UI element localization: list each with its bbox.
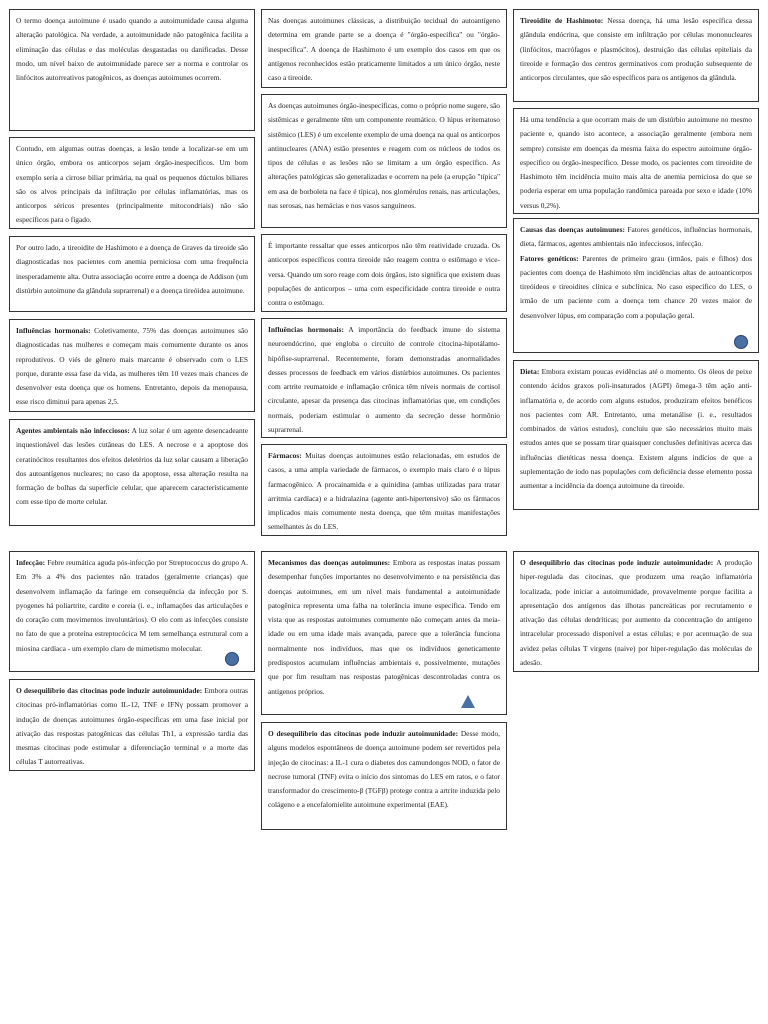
- note-text: A importância do feedback imune do sistema neuroendócrino, que engloba o circuito de controle citocina-hipotálamo-hipófise-suprarrenal. Recentemente, foram demonstradas anormalidades desses processos de feedback em vários distúrbios autoimunes. Os pacientes com artrite reumatoide e inflamação crônica têm níveis normais de cortisol circulante, apesar da presença das citocinas inflamatórias que, em condições normais, poderiam estimular o aumento da secreção desse hormônio suprarrenal.: [268, 325, 501, 435]
- note-card: [513, 9, 759, 102]
- note-heading: Fármacos:: [268, 451, 302, 460]
- note-text: Coletivamente, 75% das doenças autoimunes são diagnosticadas nas mulheres e começam mais comumente durante os anos reprodutivos. O viés de gênero mais marcante é observado com o LES porque, durante essa fase da vida, as mulheres têm 10 vezes mais chances de desenvolver esta doença que os homens. Entretanto, depois da menopausa, esse risco diminui para apenas 2,5.: [16, 326, 249, 407]
- note-text: Desse modo, alguns modelos espontâneos de doença autoimune podem ser revertidos pela injeção de citocinas: a IL-1 cura o diabetes dos camundongos NOD, o fator de necrose tumoral (TNF) evita o início dos sintomas do LES em ratos, e o fator transformador do crescimento-β (TGFβ) protege contra a artrite induzida pelo colágeno e a encefalomielite autoimune experimental (EAE).: [268, 729, 500, 810]
- note-card: [513, 360, 759, 510]
- note-heading: O desequilíbrio das citocinas pode induzir autoimunidade:: [520, 558, 714, 567]
- note-text: Nas doenças autoimunes clássicas, a distribuição tecidual do autoantígeno determina em grande parte se a doença é "órgão-específica" ou "órgão-inespecífica". A doença de Hashimoto é um exemplo dos casos em que os antígenos reconhecidos estão praticamente limitados a um único órgão, neste caso a tireoide.: [268, 16, 500, 83]
- note-heading: Tireoidite de Hashimoto:: [520, 16, 604, 25]
- note-heading: Fatores genéticos:: [520, 253, 579, 263]
- note-card: [261, 94, 507, 228]
- note-card: [261, 551, 507, 715]
- note-card: [261, 318, 507, 438]
- note-card: [261, 234, 507, 312]
- note-card: [513, 108, 759, 214]
- note-text: Muitas doenças autoimunes estão relacionadas, em estudos de casos, a uma ampla variedade de fármacos, o exemplo mais claro é o lúpus farmacogênico. A procainamida e a quinidina (ambas utilizadas para tratar arritmia cardíaca) e a hidralazina (agente anti-hipertensivo) são os fármacos implicados mais comumente nesta doença, que têm muitas manifestações semelhantes às do LES.: [268, 451, 500, 532]
- note-heading: Dieta:: [520, 367, 540, 376]
- note-card: [513, 218, 759, 353]
- note-text: É importante ressaltar que esses anticorpos não têm reatividade cruzada. Os anticorpos específicos contra tireoide não reagem contra o estômago e vice-versa. Quando um soro reage com dois órgãos, isto significa que existem duas populações de anticorpos – uma com especificidade contra tireoide e outra contra o estômago.: [268, 241, 500, 308]
- triangle-marker-icon: [461, 695, 475, 708]
- note-text: Fatores genéticos, influências hormonais, dieta, fármacos, agentes ambientais não infecciosos, infecção.: [520, 225, 752, 249]
- note-card: [9, 9, 255, 131]
- note-text: Embora outras citocinas pró-inflamatórias como IL-12, TNF e IFNγ possam promover a indução de doenças autoimunes órgão-específicas em uma fase inicial por ativação das respostas patogênicas das células Th1, a expressão tardia das mesmas citocinas pode estimular a diferenciação terminal e a morte das células T autorreativas.: [16, 686, 248, 767]
- circle-marker-icon: [734, 335, 748, 349]
- note-text: Nessa doença, há uma lesão específica dessa glândula endócrina, que consiste em infiltração por células mononucleares (linfócitos, macrófagos e plasmócitos), destruição das células epiteliais da tireoide e formação dos centros germinativos com produção subsequente de anticorpos circulantes, que são específicos para os antígenos da glândula.: [520, 16, 752, 83]
- note-card: [9, 319, 255, 412]
- note-heading: Mecanismos das doenças autoimunes:: [268, 558, 391, 567]
- note-text: Embora as respostas inatas possam desempenhar funções importantes no desenvolvimento e na persistência das doenças autoimunes, em um nível mais fundamental a autoimunidade patogênica representa uma falha na tolerância imune específica. Tendo em vista que as respostas autoimunes comumente não começam antes da meia-idade ou em uma idade mais avançada, parece que a tolerância funciona normalmente nos indivíduos, mas que os indivíduos geneticamente predispostos acumulam influências ambientais e, possivelmente, mutações que por fim resultam nas respostas patogênicas descontroladas contra os antígenos próprios.: [268, 558, 500, 696]
- note-text: Parentes de primeiro grau (irmãos, pais e filhos) dos pacientes com doença de Hashimoto têm incidências altas de autoanticorpos tireóideos e tireoidites clínica e subclínica. No caso específico do LES, o irmão de um paciente com a doença tem chance 20 vezes maior de desenvolver lúpus, em comparação com a população geral.: [520, 253, 752, 320]
- note-text: Febre reumática aguda pós-infecção por Streptococcus do grupo A. Em 3% a 4% dos pacientes não tratados (geralmente crianças) que desenvolvem inflamação da faringe em consequência da infecção por S. pyogenes há poliartrite, cardite e coreia (i. e., inflamações das articulações e do coração com movimentos involuntários). O elo com as infecções consiste no fato de que a proteína estreptocócica M tem semelhança estrutural com a miosina cardíaca - um exemplo claro de mimetismo molecular.: [16, 558, 248, 653]
- note-card: [9, 137, 255, 229]
- note-card: [9, 236, 255, 312]
- note-heading: Influências hormonais:: [16, 326, 91, 335]
- note-heading: O desequilíbrio das citocinas pode induzir autoimunidade:: [16, 686, 203, 695]
- note-text: Embora existam poucas evidências até o momento. Os óleos de peixe contendo ácidos graxos poli-insaturados (AGPI) ômega-3 têm ação anti-inflamatória e, de acordo com alguns estudos, produziram efeitos benéficos nos pacientes com AR. Entretanto, uma metanálise (i. e., resultados combinados de vários estudos), concluiu que são necessários muito mais estudos antes que se possam tirar quaisquer conclusões definitivas acerca das influências dietéticas nessa doença. Existem alguns indícios de que a suplementação de iodo nas populações com deficiência desse elemento possa aumentar a incidência da doença autoimune da tireoide.: [520, 367, 752, 491]
- note-card: [261, 9, 507, 88]
- note-heading: Causas das doenças autoimunes:: [520, 225, 625, 234]
- note-heading: O desequilíbrio das citocinas pode induzir autoimunidade:: [268, 729, 459, 738]
- circle-marker-icon: [225, 652, 239, 666]
- note-card: [513, 551, 759, 672]
- note-text: A luz solar é um agente desencadeante inquestionável das lesões cutâneas do LES. A necrose e a apoptose dos ceratinócitos resultantes dos efeitos deletérios da luz solar causam a liberação dos autoantígenos nucleares; no caso da apoptose, essa alteração resulta na formação de bolhas da superfície celular, que aparecem característicamente com esse tipo de morte celular.: [16, 426, 248, 507]
- note-text: Há uma tendência a que ocorram mais de um distúrbio autoimune no mesmo paciente e, quando isto acontece, a associação geralmente (embora nem sempre) consiste em doenças da mesma faixa do espectro autoimune órgão-específico ou órgão-inespecífico. Desse modo, os pacientes com tireoidite de Hashimoto têm incidência muito mais alta de anemia perniciosa do que se poderia esperar em uma população randômica pareada por sexo e idade (10% versus 0,2%).: [520, 115, 752, 210]
- note-card: [9, 551, 255, 672]
- note-text: As doenças autoimunes órgão-inespecíficas, como o próprio nome sugere, são sistêmicas e geralmente têm um componente reumático. O lúpus eritematoso sistêmico (LES) é um excelente exemplo de uma doença na qual os anticorpos antinucleares (ANA) estão presentes e reagem com os núcleos de todos os tipos de células e as lesões não se limitam a um órgão específico. As alterações patológicas são generalizadas e ocorrem na pele (a erupção "típica" em asa de borboleta na face é típica), nos glomérulos renais, nas articulações, nas serosas, nas hemácias e nos vasos sanguíneos.: [268, 101, 500, 211]
- note-card: [9, 419, 255, 526]
- note-card: [261, 444, 507, 536]
- note-heading: Influências hormonais:: [268, 325, 344, 334]
- note-heading: Agentes ambientais não infecciosos:: [16, 426, 130, 435]
- note-text: Por outro lado, a tireoidite de Hashimoto e a doença de Graves da tireoide são diagnosticadas nos pacientes com anemia perniciosa com uma frequência inesperadamente alta. Outra associação ocorre entre a doença de Addison (um distúrbio autoimune da glândula suprarrenal) e a doença tireóidea autoimune.: [16, 243, 248, 295]
- note-text: Contudo, em algumas outras doenças, a lesão tende a localizar-se em um único órgão, embora os anticorpos sejam órgão-inespecíficos. Um bom exemplo seria a cirrose biliar primária, na qual os pequenos dúctulos biliares são os alvos principais da infiltração por células inflamatórias, mas os anticorpos séricos presentes (principalmente mitocondriais) não são específicos para o fígado.: [16, 144, 248, 225]
- note-card: [9, 679, 255, 771]
- note-heading: Infecção:: [16, 558, 46, 567]
- note-card: [261, 722, 507, 830]
- note-text: A produção hiper-regulada das citocinas, que produzem uma reação inflamatória localizada, pode iniciar a autoimunidade, provavelmente porque facilita a apresentação dos antígenos das ilhotas pancreáticas por recrutamento e ativação das células dendríticas; por aumento da concentração do antígeno intracelular processado disponível a estas células; e por acentuação de sua avidez pelas células T virgens (naive) por hiper-regulação das moléculas de adesão.: [520, 558, 752, 668]
- note-text: O termo doença autoimune é usado quando a autoimunidade causa alguma alteração patológica. Na verdade, a autoimunidade não patogênica facilita a eliminação das células e das moléculas desgastadas ou danificadas. Desse modo, um nível baixo de autoimunidade parece ser a norma e controlar os linfócitos autorreativos patogênicos, as doenças autoimunes ocorrem.: [16, 16, 248, 83]
